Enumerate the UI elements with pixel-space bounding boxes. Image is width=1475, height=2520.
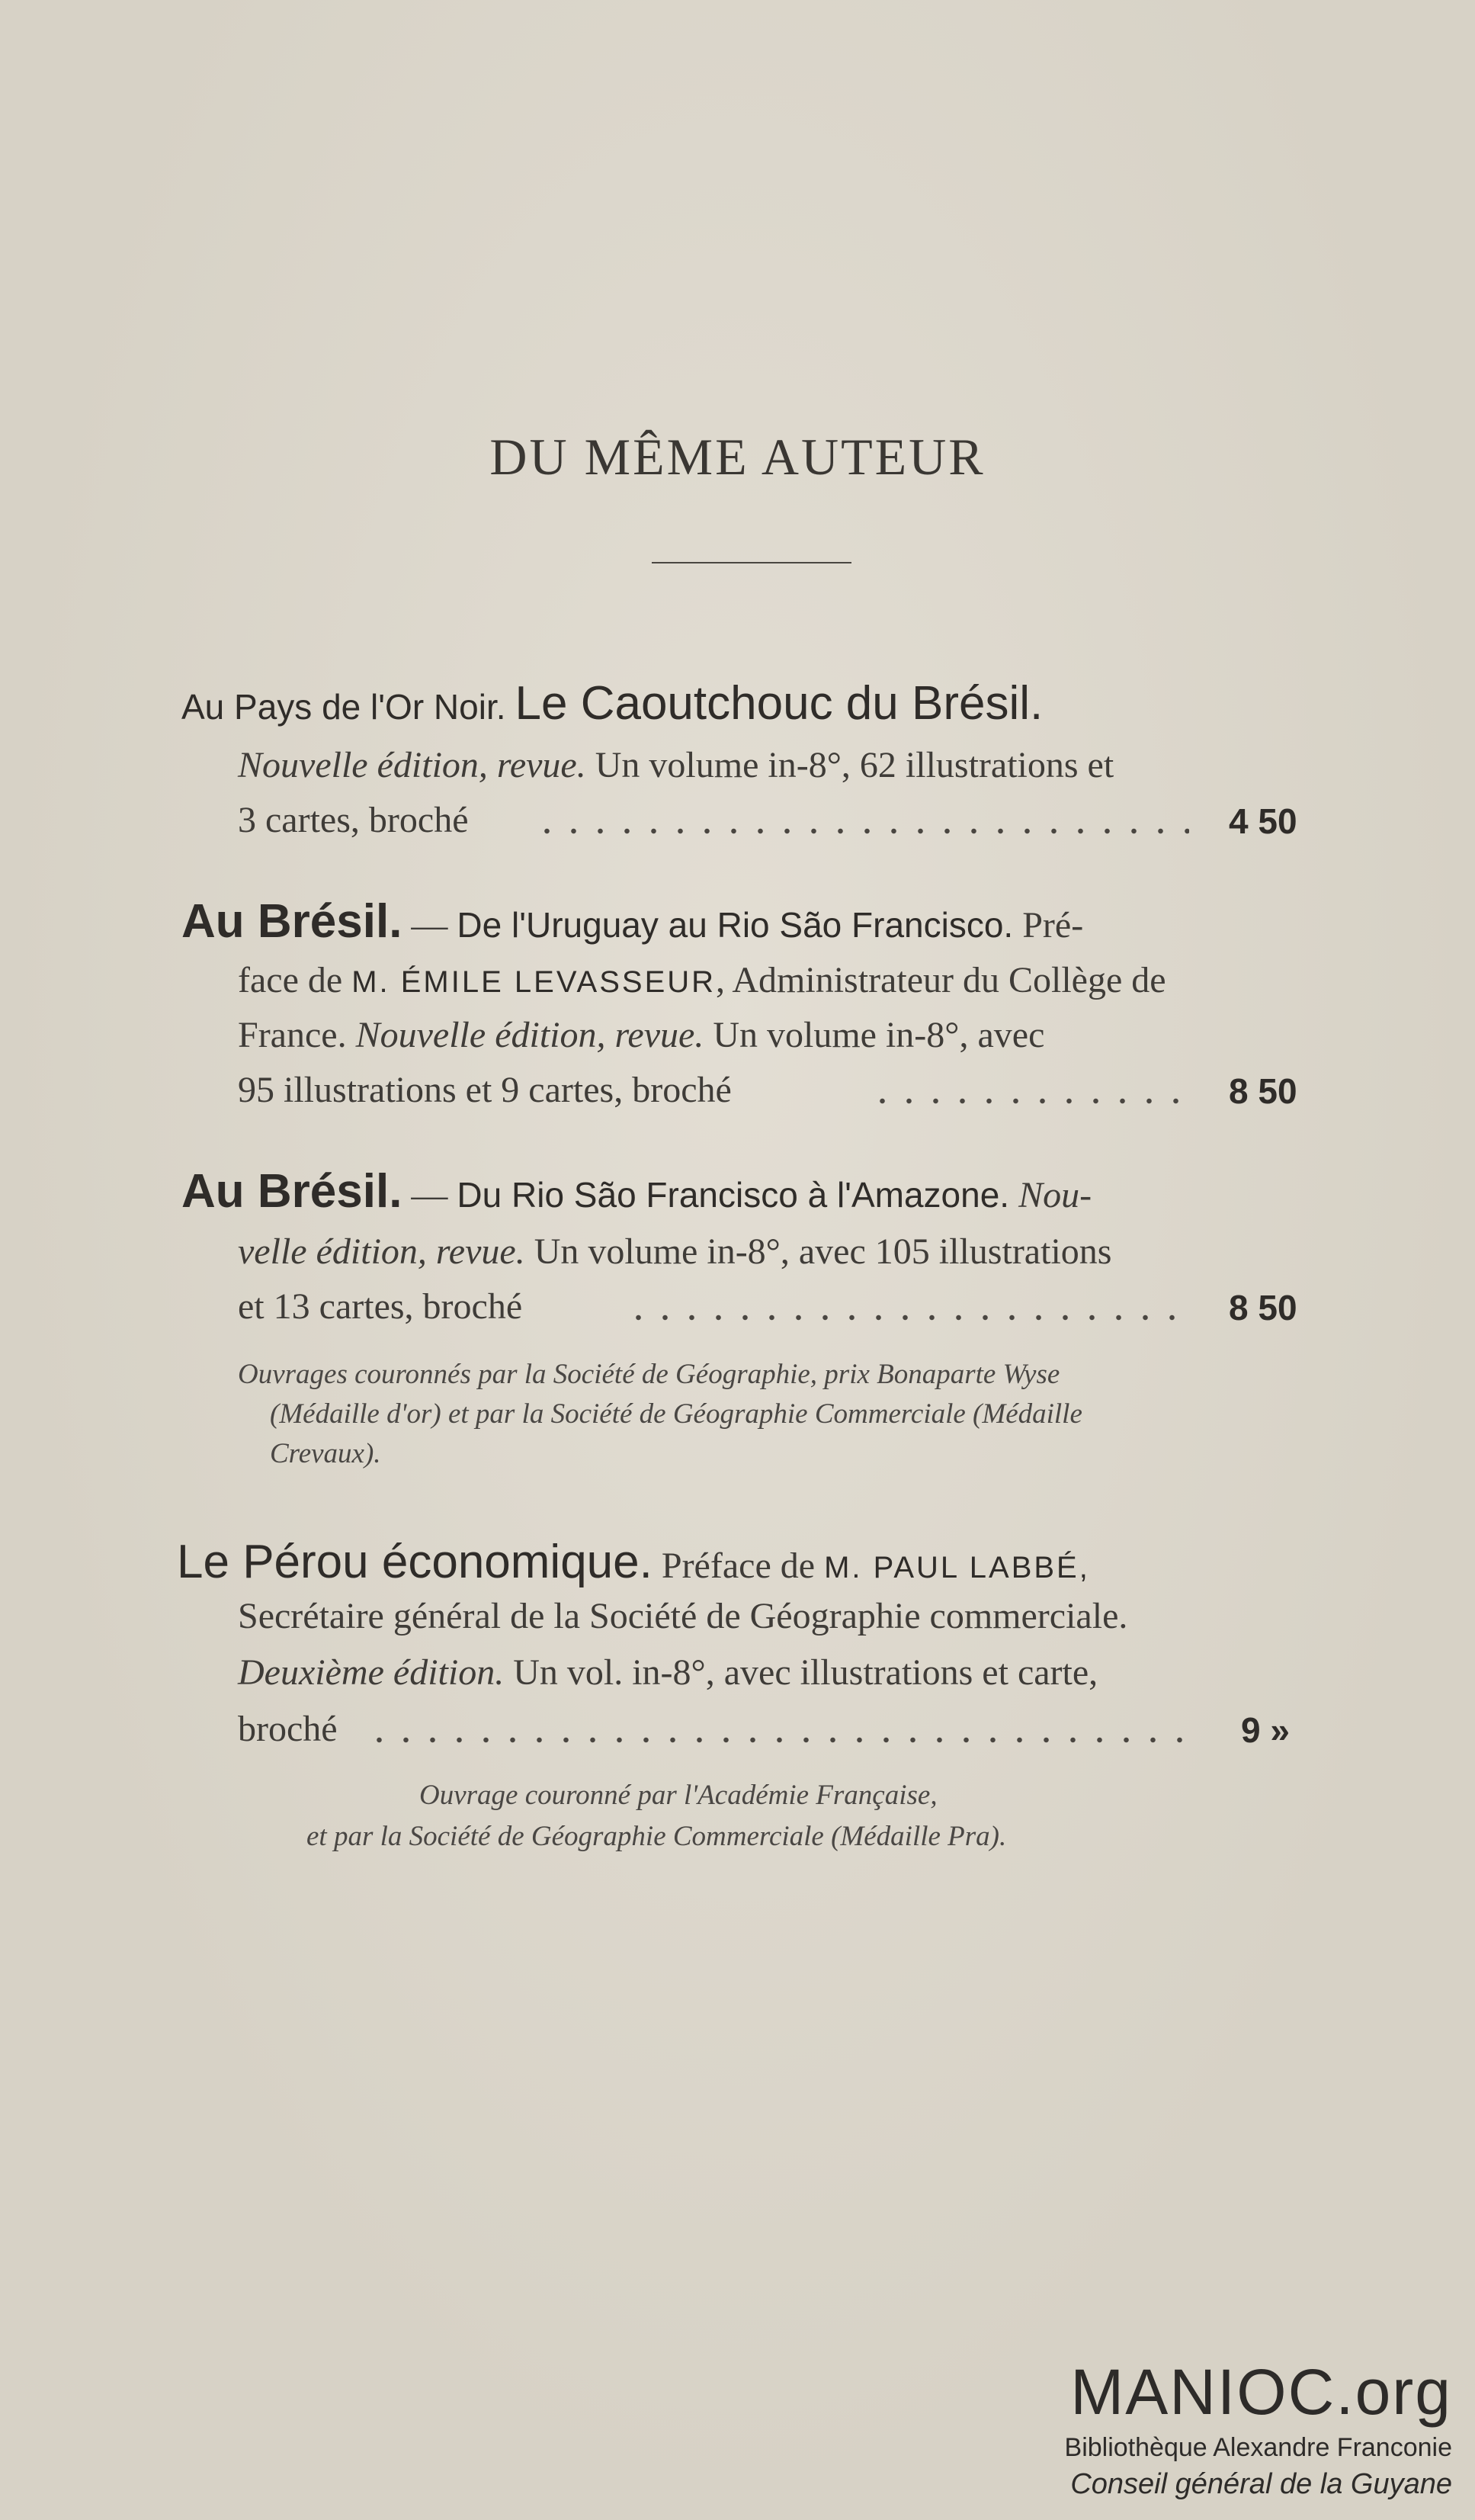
entry-desc: Secrétaire général de la Société de Géographie commerciale. [238, 1596, 1128, 1636]
entry-dash: — [411, 905, 448, 945]
entry-edition: Deuxième édition. [238, 1652, 505, 1693]
award-note: Crevaux). [270, 1438, 381, 1469]
entry-desc: Un volume in-8°, avec [704, 1015, 1045, 1055]
entry-line [238, 1231, 1112, 1272]
entry-line [238, 1598, 1127, 1635]
entry-desc: broché [238, 1709, 338, 1749]
entry-line [238, 1652, 1098, 1693]
entry-line [238, 1711, 338, 1748]
entry-heading [181, 895, 1084, 948]
entry-person: M. PAUL LABBÉ, [824, 1551, 1090, 1584]
entry-person: M. ÉMILE LEVASSEUR [351, 965, 717, 999]
entry-desc: Un volume in-8°, 62 illustrations et [585, 745, 1114, 785]
entry-edition: Nou- [1009, 1175, 1092, 1215]
entry-desc: 3 cartes, broché [238, 800, 469, 840]
manioc-watermark [1056, 2356, 1452, 2500]
dot-leader [534, 828, 1189, 834]
entry-heading [181, 677, 1044, 730]
entry-subtitle: De l'Uruguay au Rio São Francisco. [457, 905, 1014, 945]
entry-desc: 95 illustrations et 9 cartes, broché [238, 1070, 732, 1110]
entry-desc: Préface de [652, 1546, 825, 1586]
entry-line [238, 1017, 1044, 1054]
award-note: et par la Société de Géographie Commerciale (Médaille Pra). [306, 1821, 1007, 1852]
entry-desc: France. [238, 1015, 356, 1055]
library-name: Bibliothèque Alexandre Franconie [1064, 2433, 1452, 2462]
entry-title: Le Caoutchouc du Brésil. [515, 677, 1044, 730]
entry-desc: , Administrateur du Collège de [716, 960, 1166, 1000]
manioc-logo: MANIOC.org [1070, 2356, 1452, 2428]
entry-heading [177, 1536, 1090, 1588]
entry-heading [181, 1165, 1092, 1218]
entry-desc: face de [238, 960, 352, 1000]
entry-desc: Un vol. in-8°, avec illustrations et carte, [504, 1652, 1098, 1693]
entry-price: 4 50 [1229, 801, 1297, 841]
award-note: (Médaille d'or) et par la Société de Géographie Commerciale (Médaille [270, 1398, 1082, 1430]
entry-price: 8 50 [1229, 1071, 1297, 1111]
entry-price: 8 50 [1229, 1288, 1297, 1327]
entry-dash: — [411, 1175, 448, 1215]
entry-lead: Au Brésil. [181, 1165, 402, 1218]
award-note: Ouvrage couronné par l'Académie Française, [419, 1780, 938, 1811]
entry-lead: Au Brésil. [181, 895, 402, 948]
entry-subtitle: Du Rio São Francisco à l'Amazone. [457, 1175, 1010, 1215]
entry-line [238, 1286, 523, 1327]
entry-line [238, 802, 469, 839]
entry-edition: Nouvelle édition, revue. [355, 1015, 704, 1055]
award-note: Ouvrages couronnés par la Société de Géographie, prix Bonaparte Wyse [238, 1359, 1060, 1390]
title-divider [652, 562, 851, 563]
council-name: Conseil général de la Guyane [1070, 2468, 1452, 2500]
dot-leader [625, 1315, 1189, 1321]
dot-leader [366, 1737, 1189, 1743]
entry-line [238, 747, 1114, 784]
entry-desc: Pré- [1013, 905, 1084, 945]
entry-desc: Un volume in-8°, avec 105 illustrations [524, 1231, 1112, 1272]
entry-edition: velle édition, revue. [238, 1231, 525, 1272]
entry-desc: et 13 cartes, broché [238, 1286, 523, 1327]
entry-title: Le Pérou économique. [177, 1536, 653, 1588]
entry-line [238, 1072, 732, 1109]
entry-edition: Nouvelle édition, revue. [238, 745, 586, 785]
entry-line [238, 962, 1166, 999]
entry-price: 9 » [1241, 1710, 1290, 1750]
page-title: DU MÊME AUTEUR [489, 428, 986, 486]
entry-lead: Au Pays de l'Or Noir. [181, 687, 506, 727]
dot-leader [869, 1098, 1189, 1104]
